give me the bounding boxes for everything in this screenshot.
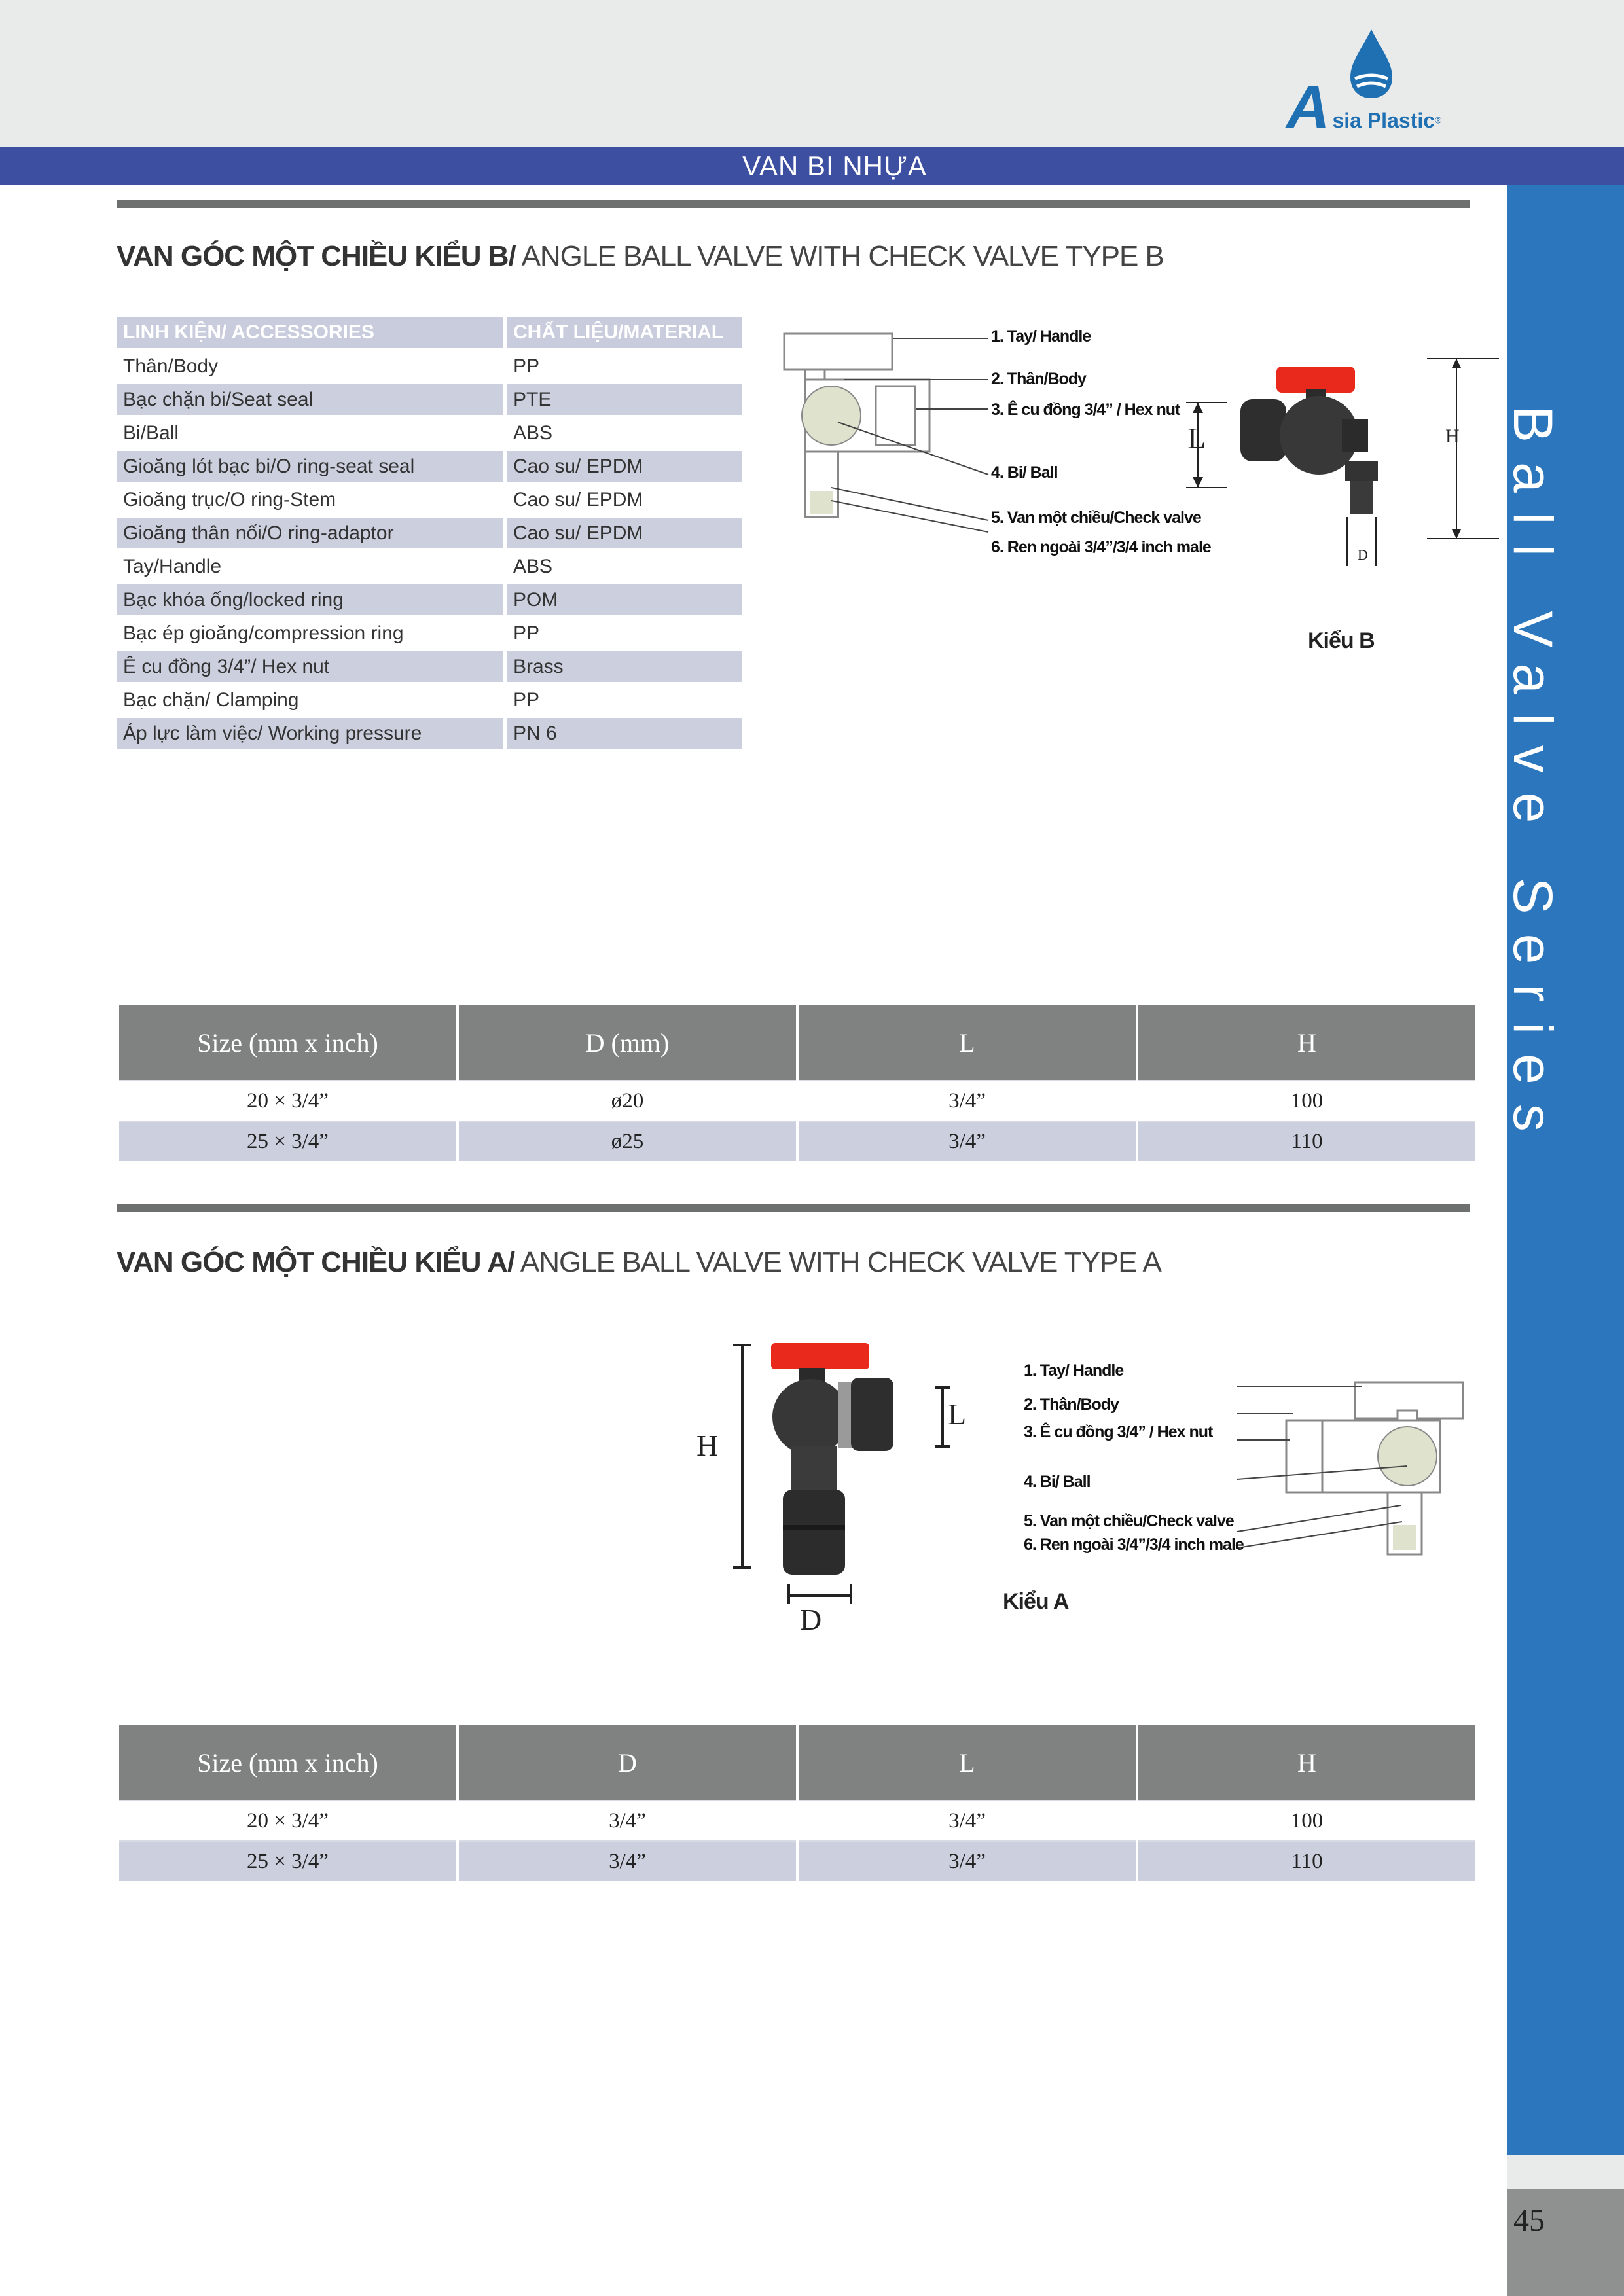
table-row [117, 351, 742, 382]
table-row [118, 1121, 1477, 1161]
accessories-header-row [117, 317, 742, 348]
cell-size: 20 × 3/4” [118, 1081, 458, 1121]
section-a-title [117, 1246, 1161, 1279]
table-row [117, 518, 742, 548]
cell-d: 3/4” [458, 1841, 797, 1881]
table-row [118, 1801, 1477, 1841]
valve-a-dim-l: L [948, 1397, 967, 1431]
column-header-h: H [1137, 1005, 1477, 1081]
column-header-size: Size (mm x inch) [118, 1725, 458, 1801]
accessory-material: POM [507, 584, 742, 615]
cell-l: 3/4” [797, 1081, 1137, 1121]
brand-letter-a: A [1286, 74, 1330, 141]
cell-l: 3/4” [797, 1801, 1137, 1841]
cell-l: 3/4” [797, 1121, 1137, 1161]
valve-a-label-hex-nut: 3. Ê cu đồng 3/4” / Hex nut [1024, 1423, 1213, 1441]
cell-size: 20 × 3/4” [118, 1801, 458, 1841]
table-row [117, 418, 742, 448]
accessories-table [113, 314, 746, 751]
accessories-header-material: CHẤT LIỆU/MATERIAL [507, 317, 742, 348]
valve-a-label-male-thread: 6. Ren ngoài 3/4”/3/4 inch male [1024, 1535, 1244, 1554]
sidebar-footer-band [1507, 2155, 1624, 2189]
valve-b-label-hex-nut: 3. Ê cu đồng 3/4” / Hex nut [991, 401, 1180, 419]
accessory-material: Cao su/ EPDM [507, 518, 742, 548]
valve-b-label-male-thread: 6. Ren ngoài 3/4”/3/4 inch male [991, 538, 1211, 556]
cell-d: ø25 [458, 1121, 797, 1161]
accessory-material: PTE [507, 384, 742, 415]
table-row [117, 718, 742, 749]
table-row [117, 584, 742, 615]
valve-a-label-check-valve: 5. Van một chiều/Check valve [1024, 1512, 1234, 1530]
table-row [117, 685, 742, 715]
accessory-part: Bi/Ball [123, 422, 179, 444]
accessory-material: ABS [513, 422, 553, 444]
table-row [118, 1841, 1477, 1881]
accessory-material: Brass [507, 651, 742, 682]
valve-b-dim-d: D [1358, 547, 1368, 563]
valve-a-dim-h: H [696, 1429, 719, 1462]
accessory-part: Gioăng thân nối/O ring-adaptor [117, 518, 503, 548]
valve-b-label-check-valve: 5. Van một chiều/Check valve [991, 509, 1201, 527]
valve-b-cross-section-drawing [779, 324, 1001, 533]
accessory-part: Ê cu đồng 3/4”/ Hex nut [117, 651, 503, 682]
section-b-rule [117, 200, 1470, 208]
cell-d: ø20 [458, 1081, 797, 1121]
cell-h: 100 [1137, 1081, 1477, 1121]
valve-a-dim-d: D [800, 1603, 822, 1636]
valve-a-label-body: 2. Thân/Body [1024, 1395, 1119, 1414]
accessory-material: Cao su/ EPDM [507, 451, 742, 482]
column-header-l: L [797, 1005, 1137, 1081]
accessory-material: PN 6 [507, 718, 742, 749]
accessory-part: Gioăng lót bạc bi/O ring-seat seal [117, 451, 503, 482]
accessory-part: Áp lực làm việc/ Working pressure [117, 718, 503, 749]
valve-a-label-handle: 1. Tay/ Handle [1024, 1361, 1124, 1380]
table-row [117, 651, 742, 682]
table-row [117, 484, 742, 515]
table-row [117, 618, 742, 649]
accessory-part: Bạc chặn bi/Seat seal [117, 384, 503, 415]
valve-b-dim-h: H [1445, 425, 1460, 447]
valve-a-product-image [720, 1335, 982, 1643]
accessory-material: PP [513, 355, 540, 377]
registered-mark: ® [1435, 115, 1442, 126]
accessory-part: Tay/Handle [123, 555, 222, 577]
cell-h: 100 [1137, 1801, 1477, 1841]
valve-b-label-handle: 1. Tay/ Handle [991, 327, 1091, 346]
column-header-h: H [1137, 1725, 1477, 1801]
accessory-part: Bạc ép gioăng/compression ring [123, 622, 404, 644]
size-table-type-a [117, 1725, 1478, 1881]
accessory-part: Bạc khóa ống/locked ring [117, 584, 503, 615]
column-header-size: Size (mm x inch) [118, 1005, 458, 1081]
valve-a-caption: Kiểu A [1003, 1589, 1069, 1614]
cell-size: 25 × 3/4” [118, 1841, 458, 1881]
page-number: 45 [1513, 2203, 1545, 2238]
section-a-title-light: ANGLE BALL VALVE WITH CHECK VALVE TYPE A [514, 1246, 1161, 1278]
valve-b-dim-l: L [1187, 422, 1206, 455]
accessory-material: Cao su/ EPDM [513, 488, 643, 511]
brand-wordmark: sia Plastic [1332, 109, 1435, 132]
page-title: VAN BI NHỰA [742, 151, 927, 181]
accessory-material: PP [513, 689, 540, 711]
accessory-material: PP [513, 622, 540, 644]
accessory-part: Bạc chặn/ Clamping [123, 689, 299, 711]
section-a-rule [117, 1204, 1470, 1212]
valve-b-label-body: 2. Thân/Body [991, 370, 1086, 388]
series-label: Ball Valve Series [1502, 406, 1564, 1151]
size-table-type-b [117, 1005, 1478, 1161]
cell-size: 25 × 3/4” [118, 1121, 458, 1161]
accessory-part: Gioăng trục/O ring-Stem [123, 488, 336, 511]
cell-h: 110 [1137, 1841, 1477, 1881]
table-row [118, 1081, 1477, 1121]
section-b-title [117, 240, 1164, 273]
size-table-header-row [118, 1725, 1477, 1801]
accessory-part: Thân/Body [123, 355, 219, 377]
valve-a-label-ball: 4. Bi/ Ball [1024, 1473, 1091, 1491]
valve-b-product-image [1178, 347, 1519, 576]
accessories-header-part: LINH KIỆN/ ACCESSORIES [117, 317, 503, 348]
section-a-title-bold: VAN GÓC MỘT CHIỀU KIỂU A/ [117, 1246, 515, 1278]
size-table-header-row [118, 1005, 1477, 1081]
section-b-title-light: ANGLE BALL VALVE WITH CHECK VALVE TYPE B [515, 240, 1164, 272]
cell-d: 3/4” [458, 1801, 797, 1841]
table-row [117, 551, 742, 582]
section-b-title-bold: VAN GÓC MỘT CHIỀU KIỂU B/ [117, 240, 516, 272]
valve-b-label-ball: 4. Bi/ Ball [991, 463, 1058, 482]
cell-l: 3/4” [797, 1841, 1137, 1881]
table-row [117, 451, 742, 482]
accessory-material: ABS [513, 555, 553, 577]
valve-a-cross-section-drawing [1231, 1374, 1473, 1558]
brand-logo [1286, 26, 1509, 141]
cell-h: 110 [1137, 1121, 1477, 1161]
column-header-d: D [458, 1725, 797, 1801]
valve-b-caption: Kiểu B [1308, 628, 1375, 653]
brand-name [1286, 73, 1441, 142]
column-header-d: D (mm) [458, 1005, 797, 1081]
column-header-l: L [797, 1725, 1137, 1801]
table-row [117, 384, 742, 415]
